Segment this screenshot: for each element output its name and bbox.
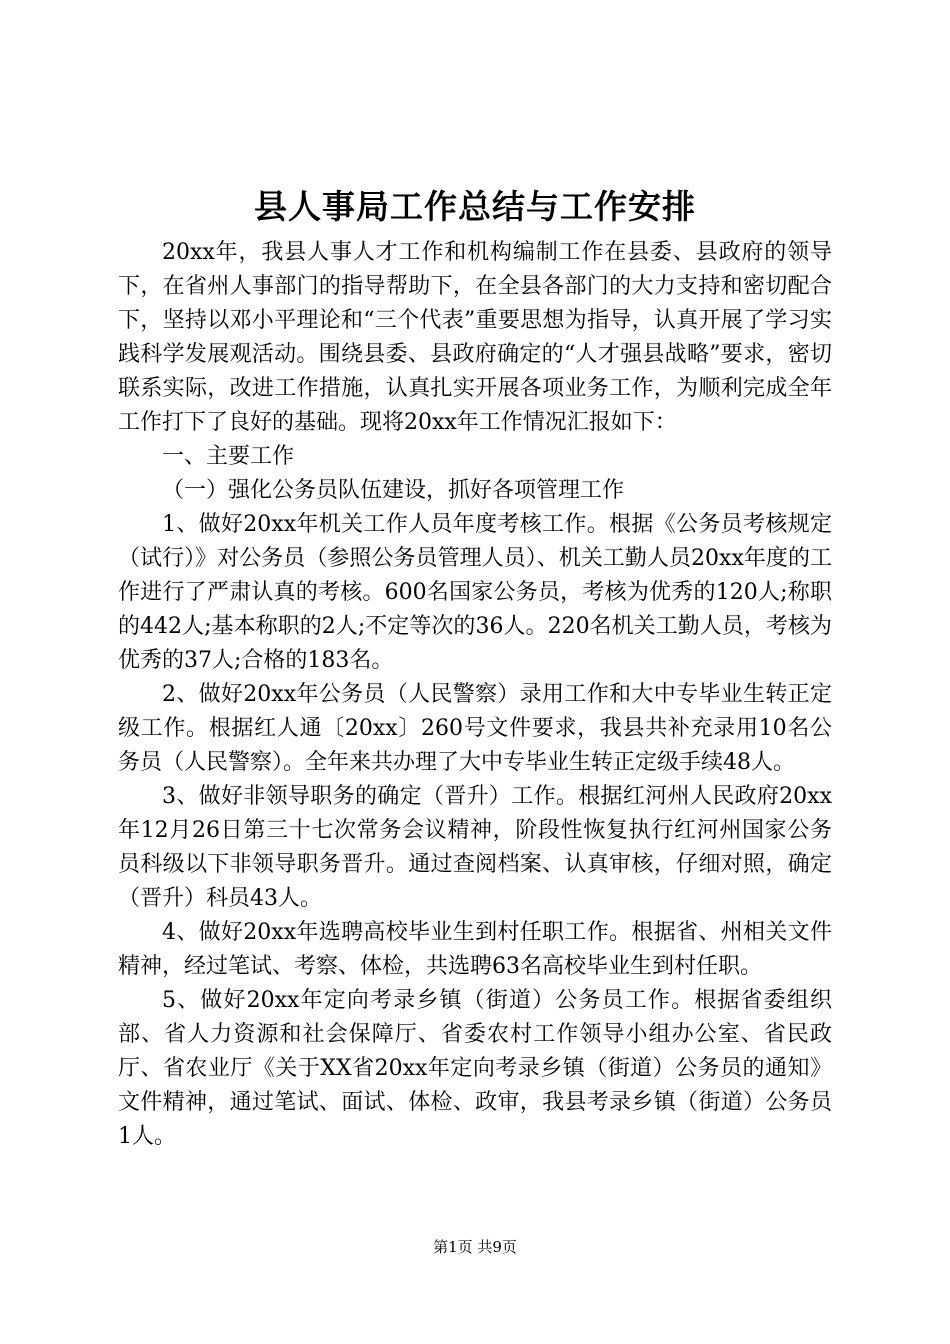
paragraph-item-3: 3、做好非领导职务的确定（晋升）工作。根据红河州人民政府20xx年12月26日第三十七次常务会议精神，阶段性恢复执行红河州国家公务员科级以下非领导职务晋升。通过查阅档案、认真审核，仔细对照，确定（晋升）科员43人。 — [118, 784, 832, 911]
paragraph-item-2: 2、做好20xx年公务员（人民警察）录用工作和大中专毕业生转正定级工作。根据红人通〔20xx〕260号文件要求，我县共补充录用10名公务员（人民警察）。全年来共办理了大中专毕业生转正定级手续48人。 — [118, 682, 832, 775]
paragraph-item-5: 5、做好20xx年定向考录乡镇（街道）公务员工作。根据省委组织部、省人力资源和社会保障厅、省委农村工作领导小组办公室、省民政厅、省农业厅《关于XX省20xx年定向考录乡镇（街道）公务员的通知》文件精神，通过笔试、面试、体检、政审，我县考录乡镇（街道）公务员1人。 — [118, 988, 832, 1149]
paragraph-intro: 20xx年，我县人事人才工作和机构编制工作在县委、县政府的领导下，在省州人事部门的指导帮助下，在全县各部门的大力支持和密切配合下，坚持以邓小平理论和“三个代表”重要思想为指导，认真开展了学习实践科学发展观活动。围绕县委、县政府确定的“人才强县战略”要求，密切联系实际，改进工作措施，认真扎实开展各项业务工作，为顺利完成全年工作打下了良好的基础。现将20xx年工作情况汇报如下： — [118, 240, 832, 435]
paragraph-item-4: 4、做好20xx年选聘高校毕业生到村任职工作。根据省、州相关文件精神，经过笔试、考察、体检，共选聘63名高校毕业生到村任职。 — [118, 920, 832, 979]
section-heading: 一、主要工作 — [162, 444, 295, 469]
document-body — [118, 236, 832, 1154]
paragraph-item-1: 1、做好20xx年机关工作人员年度考核工作。根据《公务员考核规定（试行）》对公务员（参照公务员管理人员）、机关工勤人员20xx年度的工作进行了严肃认真的考核。600名国家公务员，考核为优秀的120人;称职的442人;基本称职的2人;不定等次的36人。220名机关工勤人员，考核为优秀的37人;合格的183名。 — [118, 512, 832, 673]
document-title: 县人事局工作总结与工作安排 — [254, 187, 696, 226]
subsection-heading: （一）强化公务员队伍建设，抓好各项管理工作 — [162, 478, 625, 503]
page-number: 第1页 共9页 — [433, 1238, 517, 1256]
